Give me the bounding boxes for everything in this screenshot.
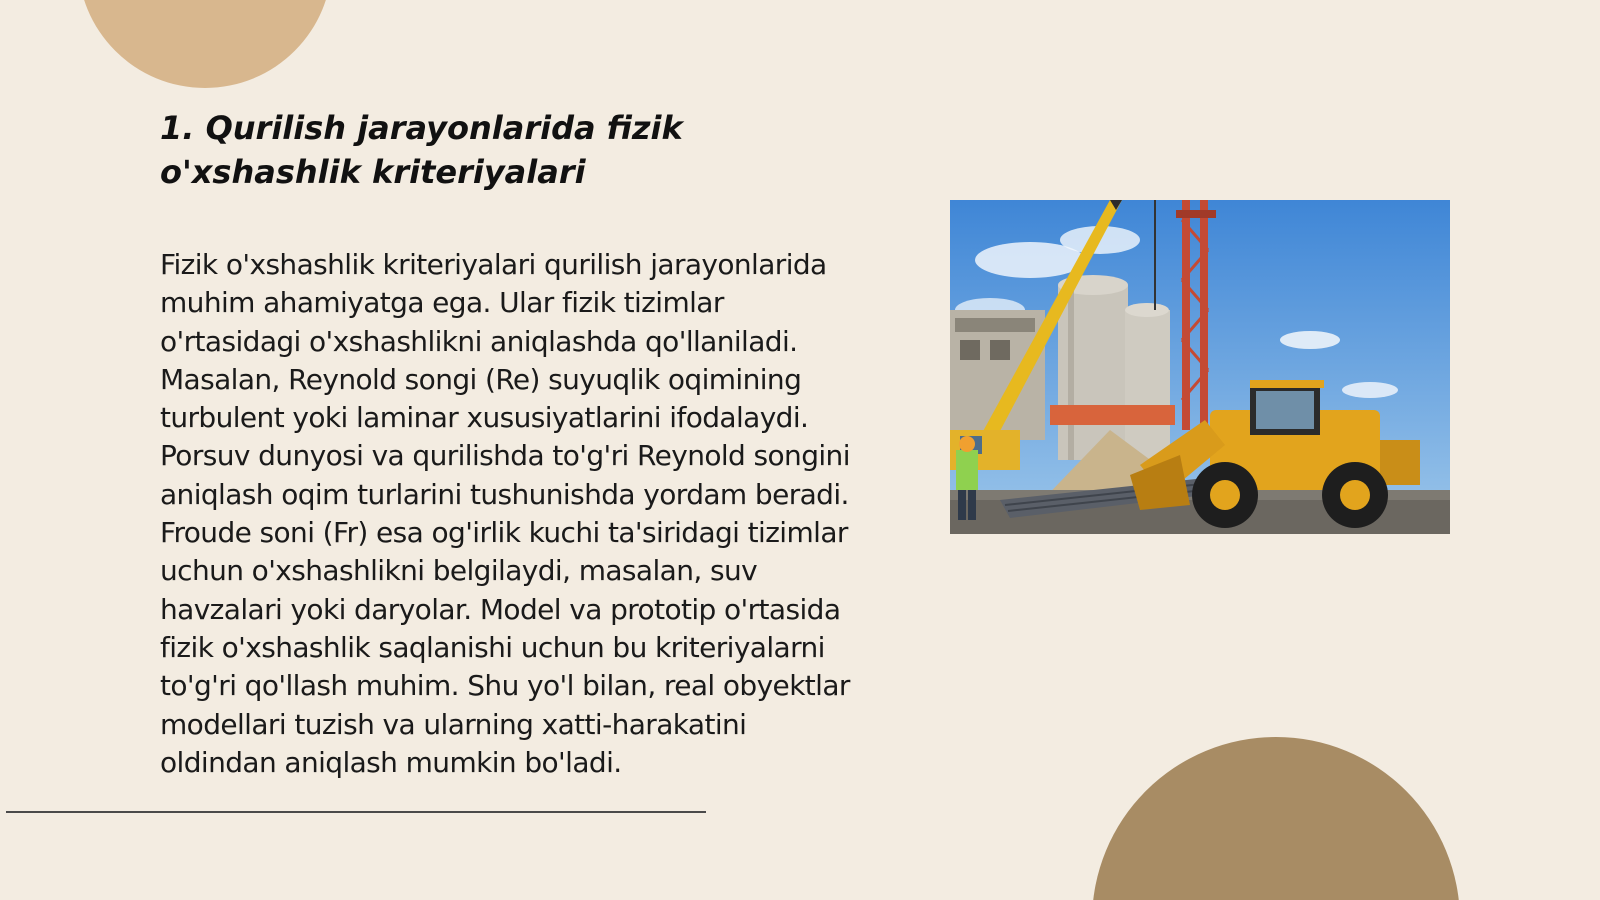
decorative-circle-bottom: [1092, 737, 1460, 900]
slide-title: 1. Qurilish jarayonlarida fizik o'xshashlik kriteriyalari: [160, 109, 683, 191]
divider-line: [6, 811, 706, 813]
slide-body-text: Fizik o'xshashlik kriteriyalari qurilish jarayonlarida muhim ahamiyatga ega. Ular fizik tizimlar o'rtasidagi o'xshashlikni aniqlashda qo'llaniladi. Masalan, Reynold songi (Re) suyuqlik oqimining turbulent yoki laminar xususiyatlarini ifodalaydi. Porsuv dunyosi va qurilishda to'g'ri Reynold songini aniqlash oqim turlarini tushunishda yordam beradi. Froude soni (Fr) esa og'irlik kuchi ta'siridagi tizimlar uchun o'xshashlikni belgilaydi, masalan, suv havzalari yoki daryolar. Model va prototip o'rtasida fizik o'xshashlik saqlanishi uchun bu kriteriyalarni to'g'ri qo'llash muhim. Shu yo'l bilan, real obyektlar modellari tuzish va ularning xatti-harakatini oldindan aniqlash mumkin bo'ladi.: [160, 248, 850, 779]
decorative-circle-top: [78, 0, 332, 88]
construction-site-photo: [950, 200, 1450, 534]
